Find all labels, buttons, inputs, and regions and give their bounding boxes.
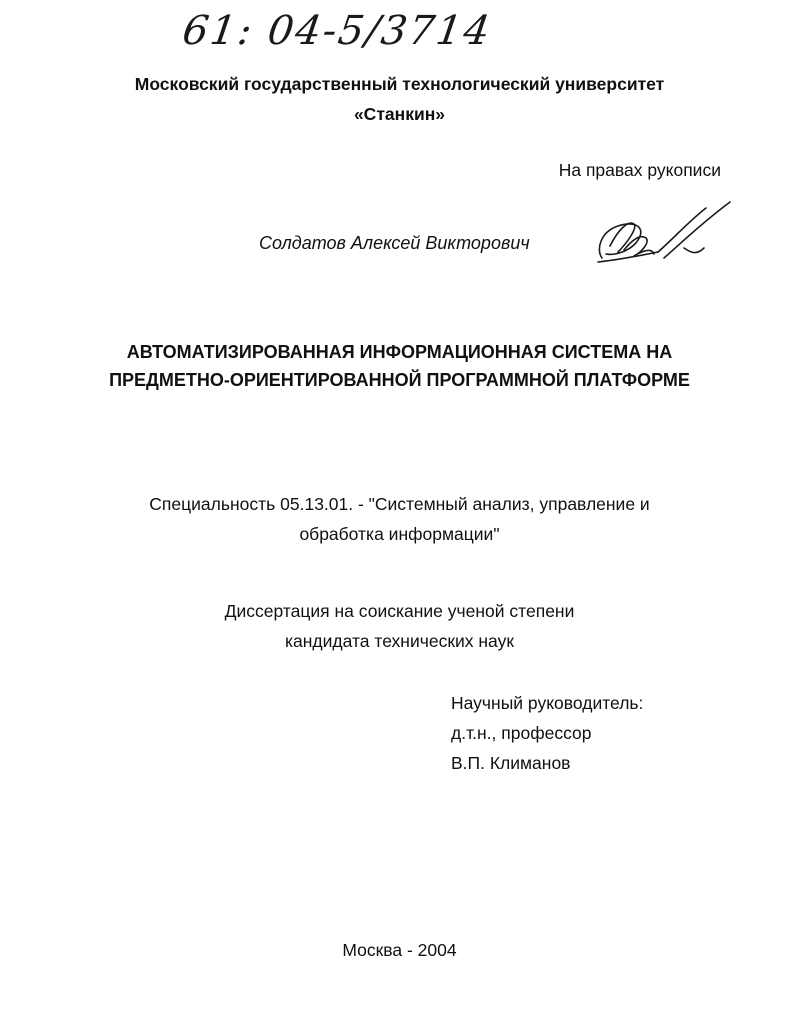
title-line-1: АВТОМАТИЗИРОВАННАЯ ИНФОРМАЦИОННАЯ СИСТЕМА НА: [126, 342, 673, 362]
dissertation-title: [0, 338, 799, 394]
degree-line-2: кандидата технических наук: [284, 631, 514, 651]
specialty-line-1: Специальность 05.13.01. - "Системный анализ, управление и: [149, 494, 650, 514]
specialty-line-2: обработка информации": [299, 524, 500, 544]
supervisor-label: Научный руководитель:: [451, 693, 644, 713]
author-name: Солдатов Алексей Викторович: [259, 233, 530, 253]
city-year: Москва - 2004: [342, 940, 457, 960]
supervisor-credentials: д.т.н., профессор: [451, 723, 592, 743]
title-line-2: ПРЕДМЕТНО-ОРИЕНТИРОВАННОЙ ПРОГРАММНОЙ ПЛАТФОРМЕ: [109, 370, 690, 390]
degree-line-1: Диссертация на соискание ученой степени: [224, 601, 575, 621]
supervisor-block: [451, 688, 643, 778]
university-heading: Московский государственный технологический университет: [134, 74, 665, 94]
university-name: «Станкин»: [353, 104, 446, 124]
manuscript-rights-note: На правах рукописи: [558, 160, 721, 180]
specialty: [0, 489, 799, 549]
author-signature: [588, 200, 738, 280]
archive-number: 61: 04-5/3714: [179, 8, 495, 54]
degree-statement: [0, 596, 799, 656]
supervisor-name: В.П. Климанов: [451, 753, 571, 773]
